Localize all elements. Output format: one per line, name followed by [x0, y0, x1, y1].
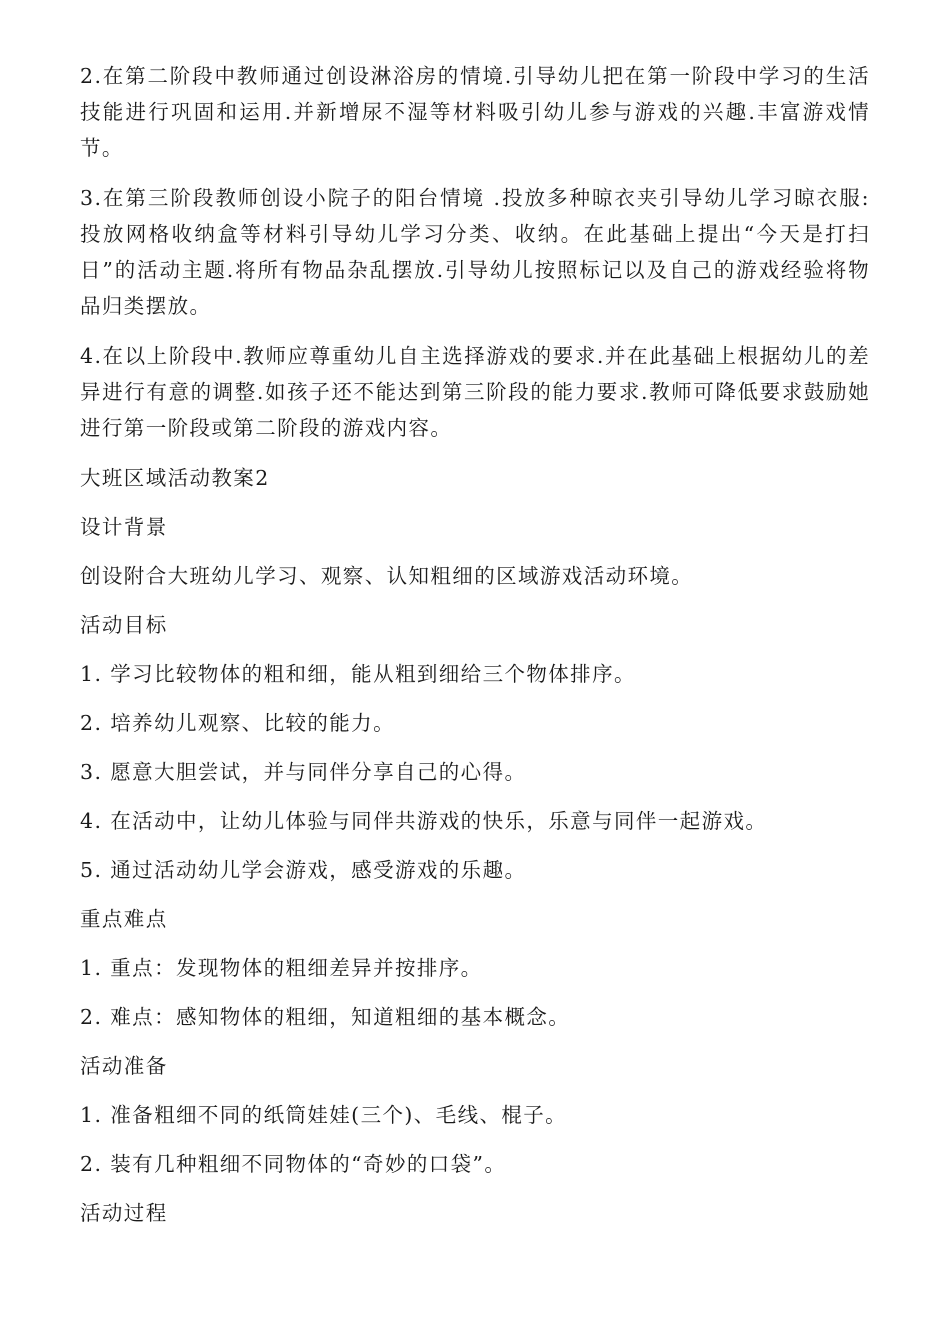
section-title: 大班区域活动教案2 — [80, 466, 270, 490]
heading-design-background: 设计背景 — [80, 515, 168, 539]
goal-item: 5. 通过活动幼儿学会游戏，感受游戏的乐趣。 — [80, 858, 527, 882]
paragraph-stage-3: 3.在第三阶段教师创设小院子的阳台情境 .投放多种晾衣夹引导幼儿学习晾衣服:投放网格收纳盒等材料引导幼儿学习分类、收纳。在此基础上提出“今天是打扫日”的活动主题.将所有物品杂乱摆放.引导幼儿按照标记以及自己的游戏经验将物品归类摆放。 — [80, 186, 870, 318]
paragraph-stage-2: 2.在第二阶段中教师通过创设淋浴房的情境.引导幼儿把在第一阶段中学习的生活技能进行巩固和运用.并新增尿不湿等材料吸引幼儿参与游戏的兴趣.丰富游戏情节。 — [80, 64, 870, 160]
heading-key-points: 重点难点 — [80, 907, 168, 931]
document-page — [80, 58, 870, 1244]
key-point-item: 2. 难点：感知物体的粗细，知道粗细的基本概念。 — [80, 1005, 571, 1029]
goal-item: 4. 在活动中，让幼儿体验与同伴共游戏的快乐，乐意与同伴一起游戏。 — [80, 809, 768, 833]
heading-activity-goals: 活动目标 — [80, 613, 168, 637]
heading-activity-process: 活动过程 — [80, 1201, 168, 1225]
preparation-item: 2. 装有几种粗细不同物体的“奇妙的口袋”。 — [80, 1152, 507, 1176]
heading-preparation: 活动准备 — [80, 1054, 168, 1078]
goal-item: 2. 培养幼儿观察、比较的能力。 — [80, 711, 395, 735]
preparation-item: 1. 准备粗细不同的纸筒娃娃(三个)、毛线、棍子。 — [80, 1103, 568, 1127]
design-background-text: 创设附合大班幼儿学习、观察、认知粗细的区域游戏活动环境。 — [80, 564, 694, 588]
goal-item: 1. 学习比较物体的粗和细，能从粗到细给三个物体排序。 — [80, 662, 636, 686]
goal-item: 3. 愿意大胆尝试，并与同伴分享自己的心得。 — [80, 760, 527, 784]
paragraph-stage-4: 4.在以上阶段中.教师应尊重幼儿自主选择游戏的要求.并在此基础上根据幼儿的差异进行有意的调整.如孩子还不能达到第三阶段的能力要求.教师可降低要求鼓励她进行第一阶段或第二阶段的游戏内容。 — [80, 344, 870, 440]
key-point-item: 1. 重点：发现物体的粗细差异并按排序。 — [80, 956, 483, 980]
